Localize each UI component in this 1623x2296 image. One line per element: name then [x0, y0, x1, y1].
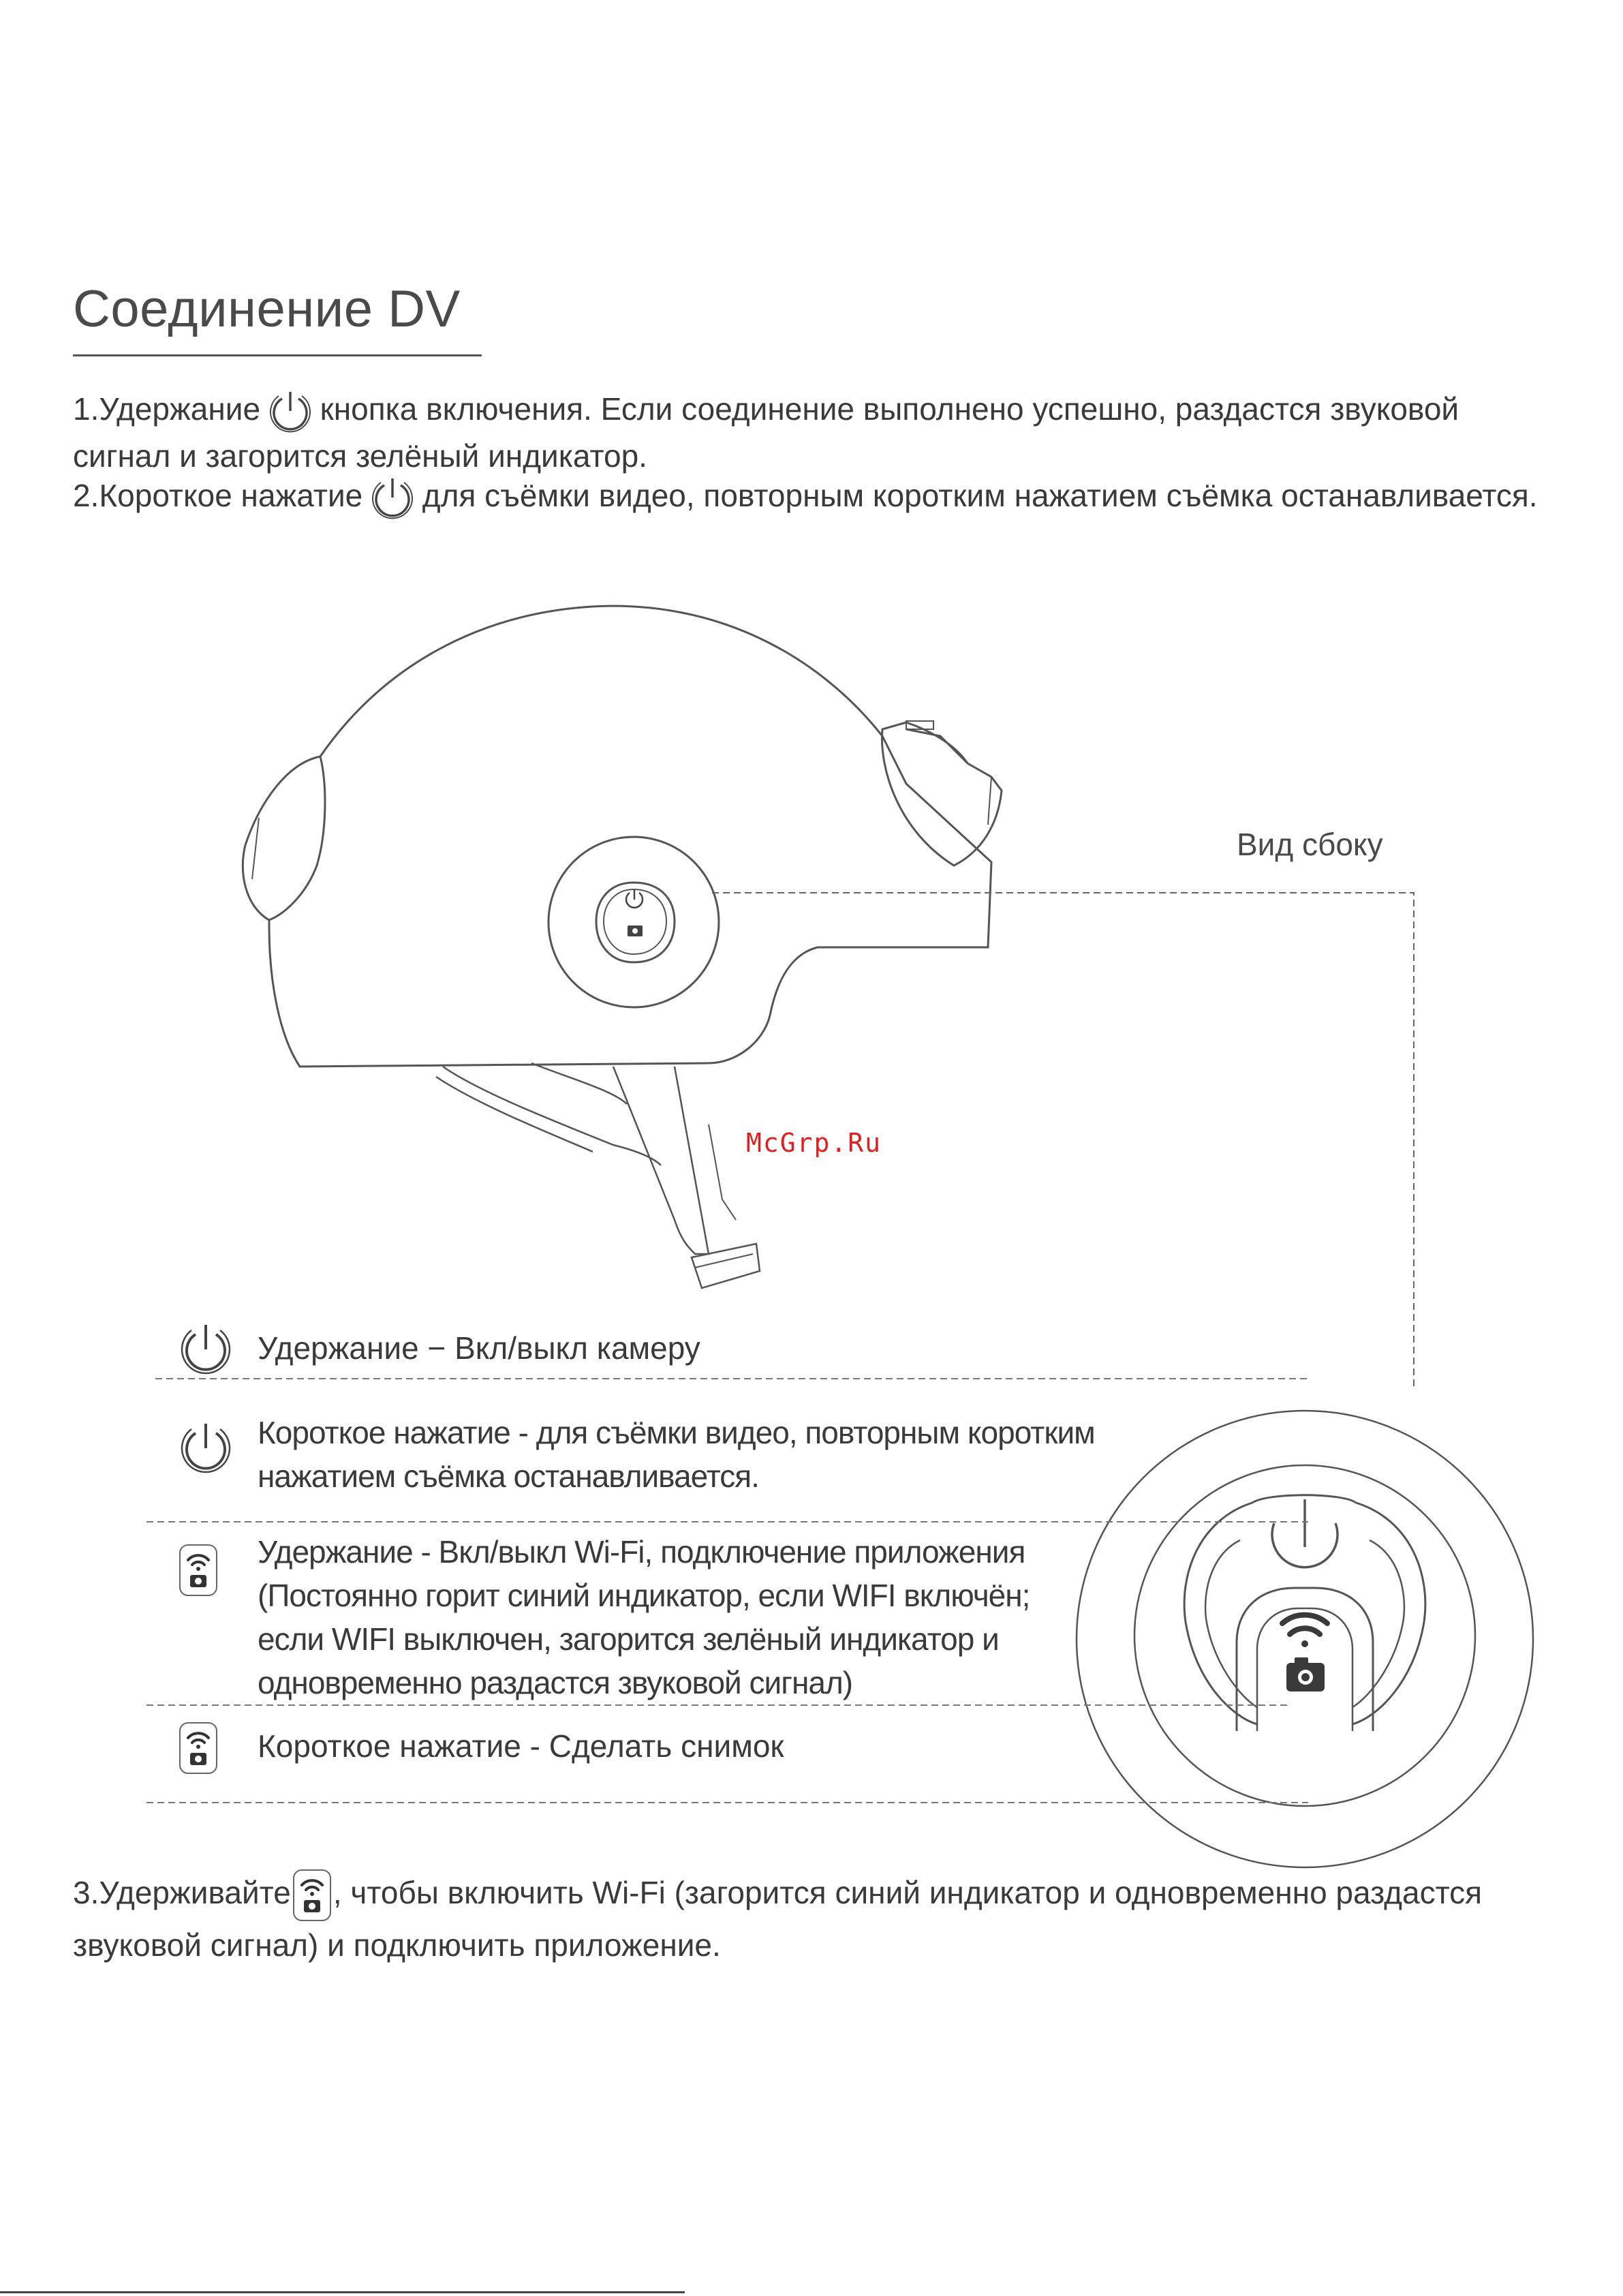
wifi-camera-icon: [177, 1720, 219, 1776]
helmet-camera-disc: [548, 837, 719, 1007]
side-view-label: Вид сбоку: [1237, 827, 1383, 862]
step1-text-start: 1.Удержание: [73, 391, 261, 427]
legend-item-hold-wifi: Удержание - Вкл/выкл Wi-Fi, подключение приложения (Постоянно горит синий индикатор, если WIFI включён; если WIFI выключен, загорится зелёный индикатор и одновременно раздастся звуковой сигнал): [258, 1534, 1030, 1700]
footer-rule: [0, 2291, 685, 2293]
wifi-camera-icon: [177, 1542, 219, 1598]
instruction-step-3: [73, 1867, 1572, 1967]
detail-camera-icon: [1286, 1657, 1325, 1692]
helmet-disc-power-icon: [626, 889, 643, 908]
button-detail-view: [1077, 1411, 1533, 1867]
wifi-camera-icon: [291, 1867, 333, 1923]
step3-text-end: , чтобы включить Wi-Fi (загорится синий индикатор и одновременно раздастся: [333, 1875, 1483, 1911]
power-icon: [179, 1421, 233, 1475]
power-icon: [179, 1322, 233, 1377]
legend-item-short-press-photo: Короткое нажатие - Сделать снимок: [258, 1728, 784, 1764]
helmet-visor-mount: [882, 722, 1002, 866]
helmet-rear-pad: [243, 756, 325, 920]
step1-text-end: кнопка включения. Если соединение выполнено успешно, раздастся звуковой: [320, 391, 1459, 427]
step3-text-line2: звуковой сигнал) и подключить приложение.: [73, 1927, 721, 1963]
step2-text-start: 2.Короткое нажатие: [73, 478, 363, 513]
watermark: McGrp.Ru: [746, 1128, 882, 1158]
step2-text-end: для съёмки видео, повторным коротким нажатием съёмка останавливается.: [422, 478, 1538, 513]
step3-text-start: 3.Удерживайте: [73, 1875, 291, 1911]
step1-text-line2: сигнал и загорится зелёный индикатор.: [73, 438, 647, 474]
helmet-disc-camera-icon: [628, 925, 643, 936]
legend-item-hold-camera: Удержание − Вкл/выкл камеру: [258, 1330, 700, 1366]
legend-item-short-press-video: Короткое нажатие - для съёмки видео, повторным коротким нажатием съёмка останавливается.: [258, 1415, 1095, 1494]
detail-wifi-icon: [1282, 1615, 1327, 1647]
page-title: Соединение DV: [73, 280, 461, 338]
